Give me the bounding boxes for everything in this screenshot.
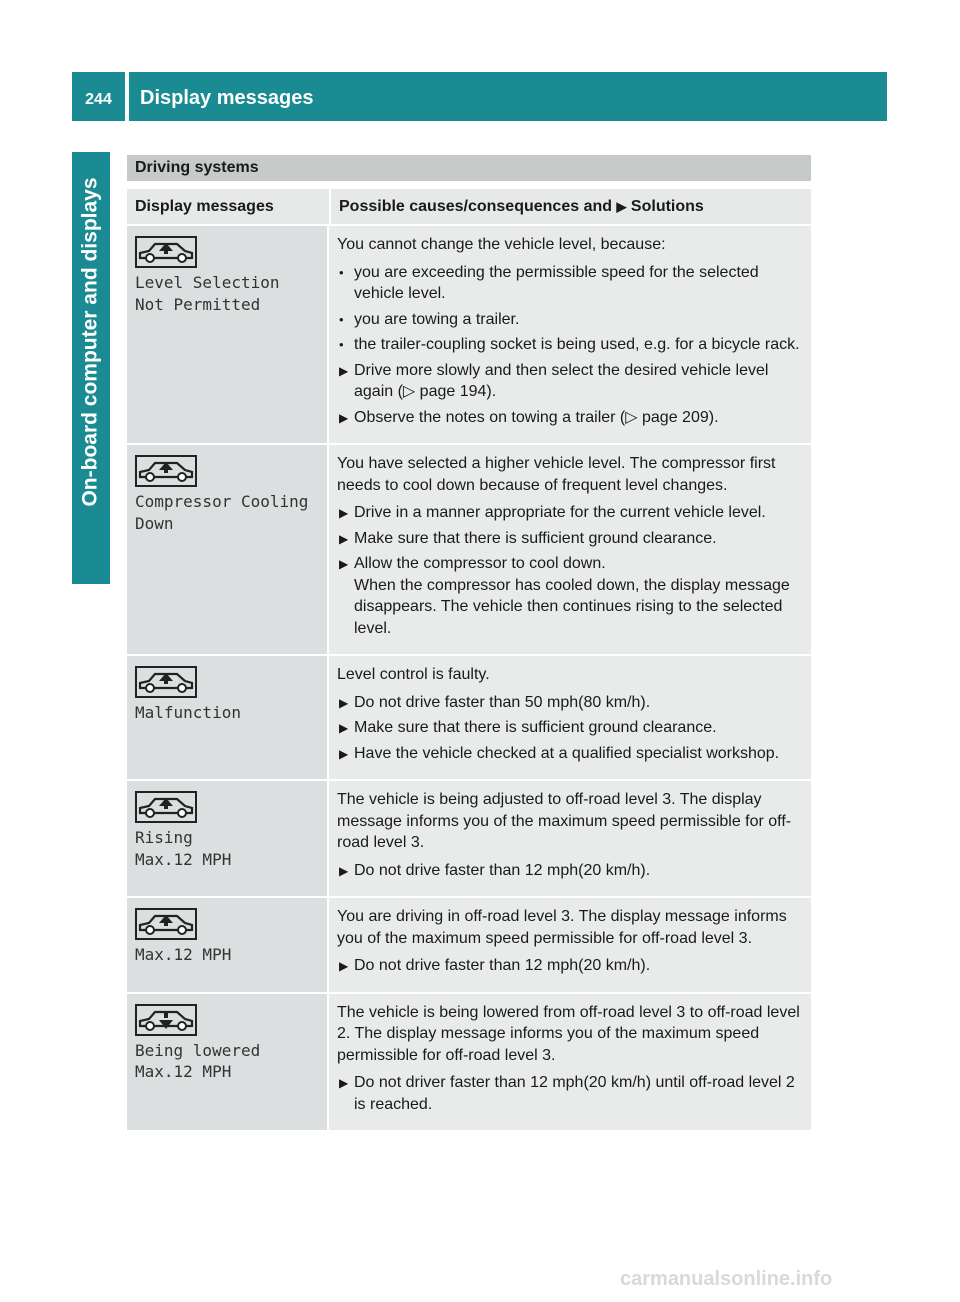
display-message-line: Max.12 MPH bbox=[135, 945, 232, 964]
item-text: the trailer-coupling socket is being used, e.g. for a bicycle rack. bbox=[354, 336, 800, 353]
display-message-line: Down bbox=[135, 513, 174, 533]
page-number: 244 bbox=[72, 72, 125, 121]
solution-cell bbox=[329, 445, 811, 656]
column-header-solutions-text: Possible causes/consequences and bbox=[339, 197, 613, 215]
column-header-solutions-suffix: Solutions bbox=[630, 197, 704, 215]
side-tab-label-wrap bbox=[72, 152, 110, 532]
table-row bbox=[127, 898, 811, 994]
cause-text: You cannot change the vehicle level, because: bbox=[337, 236, 666, 253]
cause-text: You are driving in off-road level 3. The display message informs you of the maximum speed permissible for off-road level 3. bbox=[337, 908, 787, 947]
item-text: Make sure that there is sufficient ground clearance. bbox=[354, 719, 717, 736]
display-message-cell bbox=[127, 781, 329, 898]
display-message-cell bbox=[127, 898, 329, 994]
arrow-icon: ▶ bbox=[339, 721, 349, 735]
display-message-cell bbox=[127, 445, 329, 656]
table-row bbox=[127, 226, 811, 445]
item-followup-text: When the compressor has cooled down, the display message disappears. The vehicle then continues rising to the selected level. bbox=[354, 576, 790, 637]
action-item bbox=[337, 528, 804, 550]
bullet-item bbox=[337, 334, 804, 356]
page-header-title: Display messages bbox=[129, 72, 887, 121]
side-tab-label: On-board computer and displays bbox=[79, 177, 102, 507]
arrow-icon: ▶ bbox=[339, 363, 349, 378]
column-header-messages: Display messages bbox=[127, 189, 329, 226]
cause-text: The vehicle is being lowered from off-road level 3 to off-road level 2. The display message informs you of the maximum speed permissible for off-road level 3. bbox=[337, 1003, 800, 1064]
arrow-icon: ▶ bbox=[339, 959, 349, 973]
arrow-icon: ▶ bbox=[339, 410, 349, 425]
item-text: Do not drive faster than 12 mph(20 km/h). bbox=[354, 861, 651, 879]
display-message-text bbox=[135, 944, 319, 966]
action-item bbox=[337, 1072, 804, 1115]
item-text: Do not drive faster than 50 mph(80 km/h). bbox=[354, 693, 651, 711]
action-item bbox=[337, 955, 804, 977]
action-item bbox=[337, 553, 804, 639]
action-item bbox=[337, 692, 804, 714]
vehicle-lower-icon bbox=[135, 1004, 197, 1036]
display-message-line: Max.12 MPH bbox=[135, 1062, 232, 1081]
table-row bbox=[127, 656, 811, 781]
watermark: carmanualsonline.info bbox=[620, 1268, 833, 1290]
item-text: Do not drive faster than 12 mph(20 km/h). bbox=[354, 957, 651, 974]
arrow-icon: ▶ bbox=[339, 531, 349, 546]
arrow-icon: ▶ bbox=[339, 557, 349, 571]
display-message-cell bbox=[127, 656, 329, 781]
item-text: you are exceeding the permissible speed for the selected vehicle level. bbox=[354, 263, 759, 302]
display-message-line: Malfunction bbox=[135, 703, 241, 722]
cause-text: Level control is faulty. bbox=[337, 666, 490, 683]
display-message-text bbox=[135, 702, 319, 724]
table-row bbox=[127, 445, 811, 656]
solution-cell bbox=[329, 898, 811, 994]
arrow-icon: ▶ bbox=[339, 1076, 349, 1090]
solution-cell bbox=[329, 994, 811, 1133]
arrow-icon: ▶ bbox=[339, 695, 349, 710]
table-header-row bbox=[127, 189, 811, 226]
bullet-item bbox=[337, 309, 804, 331]
cause-text: The vehicle is being adjusted to off-road level 3. The display message informs you of the maximum speed permissible for off-road level 3. bbox=[337, 791, 792, 851]
display-message-text bbox=[135, 827, 319, 870]
solution-cell bbox=[329, 781, 811, 898]
item-text: Do not driver faster than 12 mph(20 km/h) until off-road level 2 is reached. bbox=[354, 1074, 795, 1113]
arrow-icon: ▶ bbox=[339, 863, 349, 878]
action-item bbox=[337, 717, 804, 739]
action-item bbox=[337, 360, 804, 403]
display-message-cell bbox=[127, 226, 329, 445]
item-text: Drive in a manner appropriate for the current vehicle level. bbox=[354, 504, 766, 521]
action-item bbox=[337, 502, 804, 524]
action-item bbox=[337, 407, 804, 429]
display-message-text bbox=[135, 1040, 319, 1083]
item-text: Have the vehicle checked at a qualified specialist workshop. bbox=[354, 744, 780, 762]
display-message-cell bbox=[127, 994, 329, 1133]
bullet-icon: • bbox=[339, 264, 344, 280]
action-item bbox=[337, 743, 804, 765]
solution-cell bbox=[329, 656, 811, 781]
display-message-line: Level Selection bbox=[135, 273, 280, 292]
arrow-icon: ▶ bbox=[616, 198, 627, 214]
arrow-icon: ▶ bbox=[339, 746, 349, 761]
vehicle-raise-icon bbox=[135, 236, 197, 268]
column-header-solutions bbox=[329, 189, 811, 226]
display-message-line: Compressor Cooling bbox=[135, 492, 309, 511]
section-title: Driving systems bbox=[127, 155, 811, 181]
action-item bbox=[337, 860, 804, 882]
item-text: Make sure that there is sufficient ground clearance. bbox=[354, 529, 717, 547]
display-message-line: Rising bbox=[135, 828, 193, 847]
display-message-line: Being lowered bbox=[135, 1040, 261, 1060]
vehicle-raise-icon bbox=[135, 791, 197, 823]
arrow-icon: ▶ bbox=[339, 506, 349, 520]
table-row bbox=[127, 994, 811, 1133]
vehicle-raise-icon bbox=[135, 908, 197, 940]
bullet-icon: • bbox=[339, 337, 344, 352]
item-text: Drive more slowly and then select the desired vehicle level again (▷ page 194). bbox=[354, 361, 769, 400]
item-text: Allow the compressor to cool down. bbox=[354, 555, 606, 572]
solution-cell bbox=[329, 226, 811, 445]
table-row bbox=[127, 781, 811, 898]
item-text: you are towing a trailer. bbox=[354, 310, 520, 328]
display-message-line: Not Permitted bbox=[135, 294, 261, 314]
display-message-text bbox=[135, 272, 319, 315]
display-message-text bbox=[135, 491, 319, 534]
bullet-icon: • bbox=[339, 311, 344, 327]
vehicle-raise-icon bbox=[135, 455, 197, 487]
cause-text: You have selected a higher vehicle level. The compressor first needs to cool down because of frequent level changes. bbox=[337, 455, 776, 494]
display-message-line: Max.12 MPH bbox=[135, 849, 232, 869]
bullet-item bbox=[337, 262, 804, 305]
display-messages-table bbox=[127, 189, 811, 1132]
item-text: Observe the notes on towing a trailer (▷ page 209). bbox=[354, 408, 719, 426]
vehicle-raise-icon bbox=[135, 666, 197, 698]
